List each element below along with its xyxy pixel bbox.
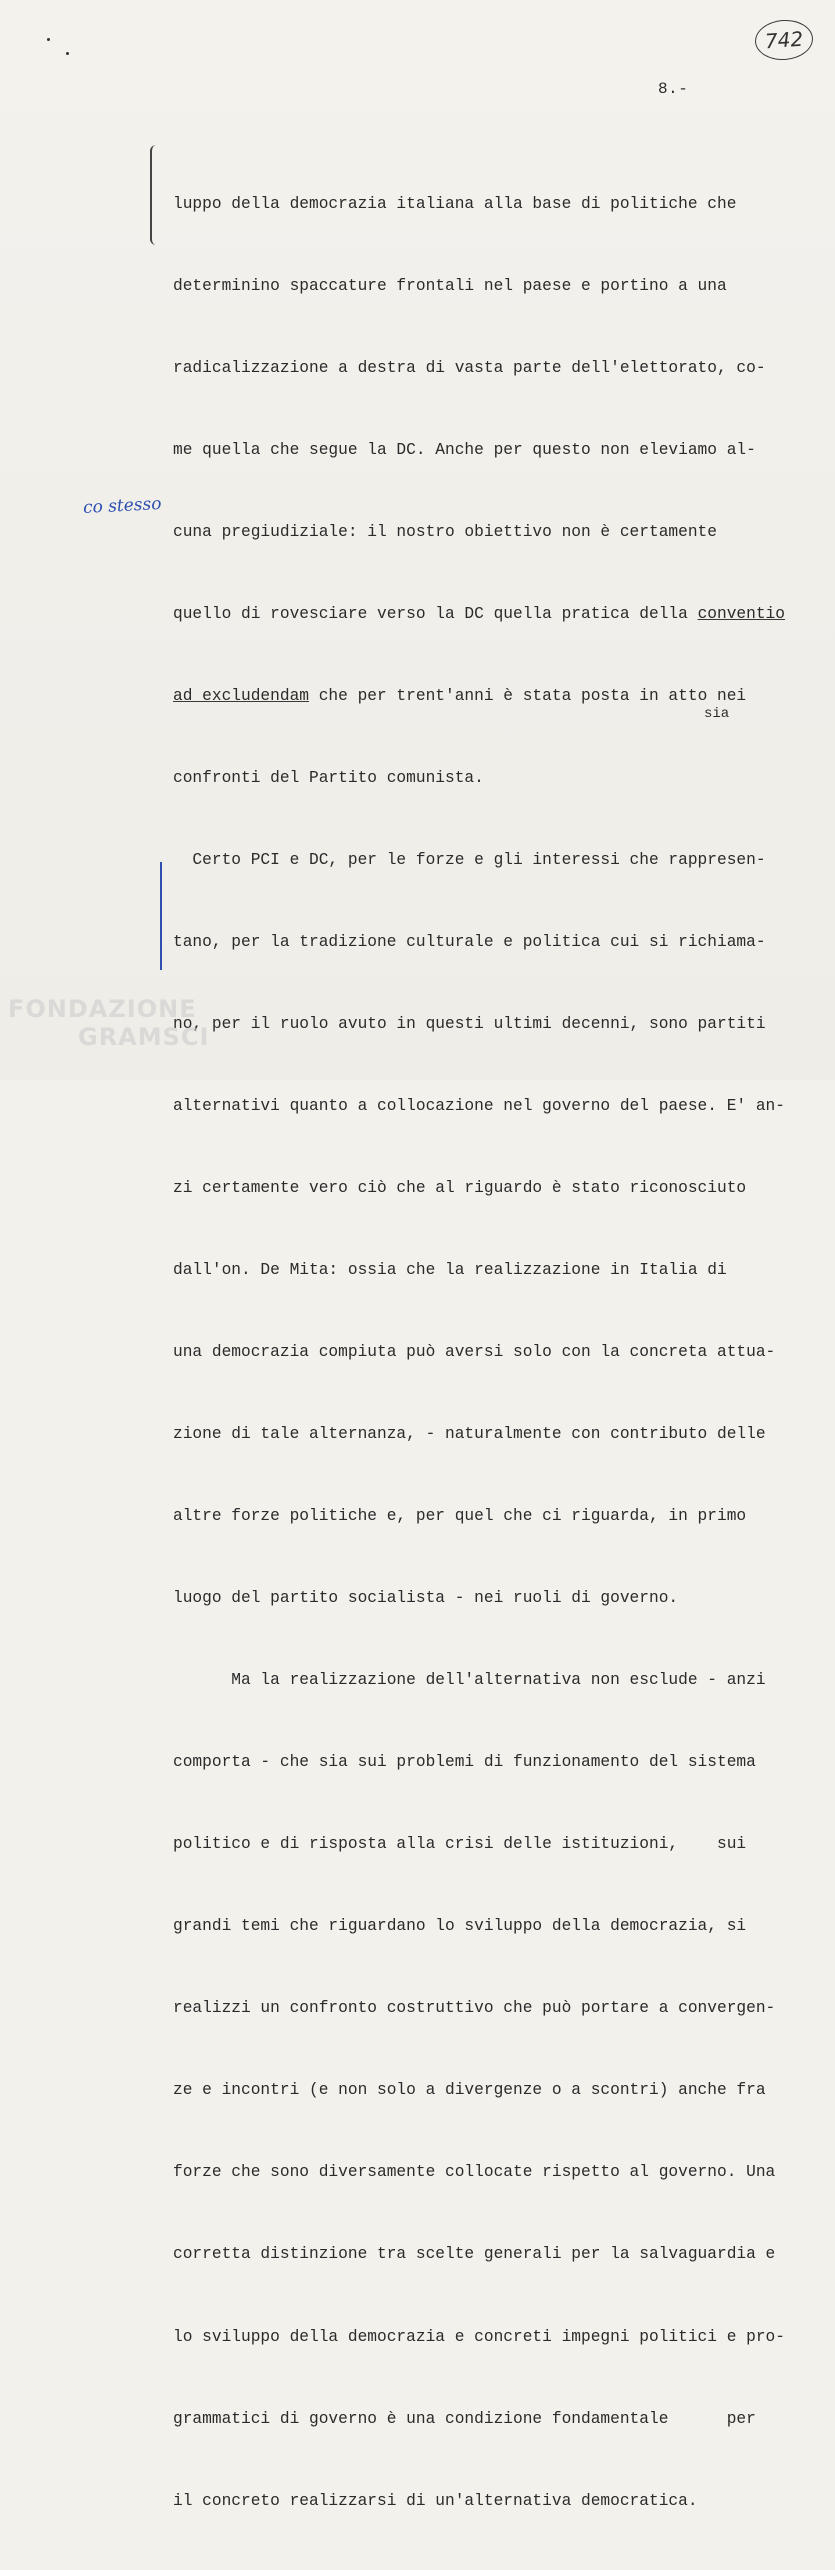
text-line: no, per il ruolo avuto in questi ultimi decenni, sono partiti [173, 1015, 766, 1033]
text-line: cuna pregiudiziale: il nostro obiettivo non è certamente [173, 522, 717, 541]
page-number: 8.- [658, 80, 689, 98]
text-line: altre forze politiche e, per quel che ci riguarda, in primo [173, 1507, 747, 1526]
text-line: grammatici di governo è una condizione fondamentale per [173, 2409, 756, 2428]
text-line: corretta distinzione tra scelte generali per la salvaguardia e [173, 2245, 776, 2264]
text-line: realizzi un confronto costruttivo che può portare a convergen- [173, 1999, 776, 2018]
ink-dot [47, 38, 50, 41]
text-line: me quella che segue la DC. Anche per questo non eleviamo al- [173, 440, 756, 459]
text-line: radicalizzazione a destra di vasta parte dell'elettorato, co- [173, 358, 766, 377]
underlined-phrase: conventio [697, 604, 785, 623]
text-line: ad excludendam che per trent'anni è stata posta in atto nei [173, 686, 747, 705]
ink-dot [66, 52, 69, 55]
text-line: comporta - che sia sui problemi di funzionamento del sistema [173, 1753, 756, 1772]
text-line: lo sviluppo della democrazia e concreti impegni politici e pro- [173, 2327, 785, 2346]
margin-blue-line [160, 862, 162, 970]
text-line: ze e incontri (e non solo a divergenze o a scontri) anche fra [173, 2081, 766, 2100]
archive-watermark [8, 995, 209, 1051]
margin-handwritten-note: co stesso [82, 493, 162, 519]
text-line: luogo del partito socialista - nei ruoli di governo. [173, 1589, 679, 1608]
text-line: Ma la realizzazione dell'alternativa non esclude - anzi [173, 1671, 766, 1690]
text-line: zione di tale alternanza, - naturalmente con contributo delle [173, 1425, 766, 1444]
underlined-phrase: ad excludendam [173, 686, 309, 705]
text-line: alternativi quanto a collocazione nel governo del paese. E' an- [173, 1097, 785, 1116]
text-line: zi certamente vero ciò che al riguardo è stato riconosciuto [173, 1179, 747, 1198]
text-line: una democrazia compiuta può aversi solo con la concreta attua- [173, 1343, 776, 1362]
text-line: quello di rovesciare verso la DC quella pratica della conventio [173, 604, 785, 623]
watermark-line: FONDAZIONE [8, 995, 197, 1023]
text-line: dall'on. De Mita: ossia che la realizzazione in Italia di [173, 1261, 727, 1280]
text-line: il concreto realizzarsi di un'alternativa democratica. [173, 2491, 698, 2510]
text-line: politico e di risposta alla crisi delle istituzioni, sui [173, 1835, 747, 1854]
archive-number: 742 [754, 18, 815, 62]
text-line: tano, per la tradizione culturale e politica cui si richiama- [173, 932, 766, 951]
insertion-mark: sia [704, 706, 730, 722]
watermark-line: GRAMSCI [78, 1023, 210, 1051]
text-line: determinino spaccature frontali nel paese e portino a una [173, 276, 727, 295]
text-line: grandi temi che riguardano lo sviluppo della democrazia, si [173, 1917, 747, 1936]
text-line: Certo PCI e DC, per le forze e gli interessi che rappresen- [173, 850, 766, 869]
text-line: forze che sono diversamente collocate rispetto al governo. Una [173, 2163, 776, 2182]
text-line: confronti del Partito comunista. [173, 768, 484, 787]
typed-body-text [173, 136, 793, 2570]
margin-bracket [150, 145, 160, 245]
text-line: luppo della democrazia italiana alla base di politiche che [173, 194, 737, 213]
